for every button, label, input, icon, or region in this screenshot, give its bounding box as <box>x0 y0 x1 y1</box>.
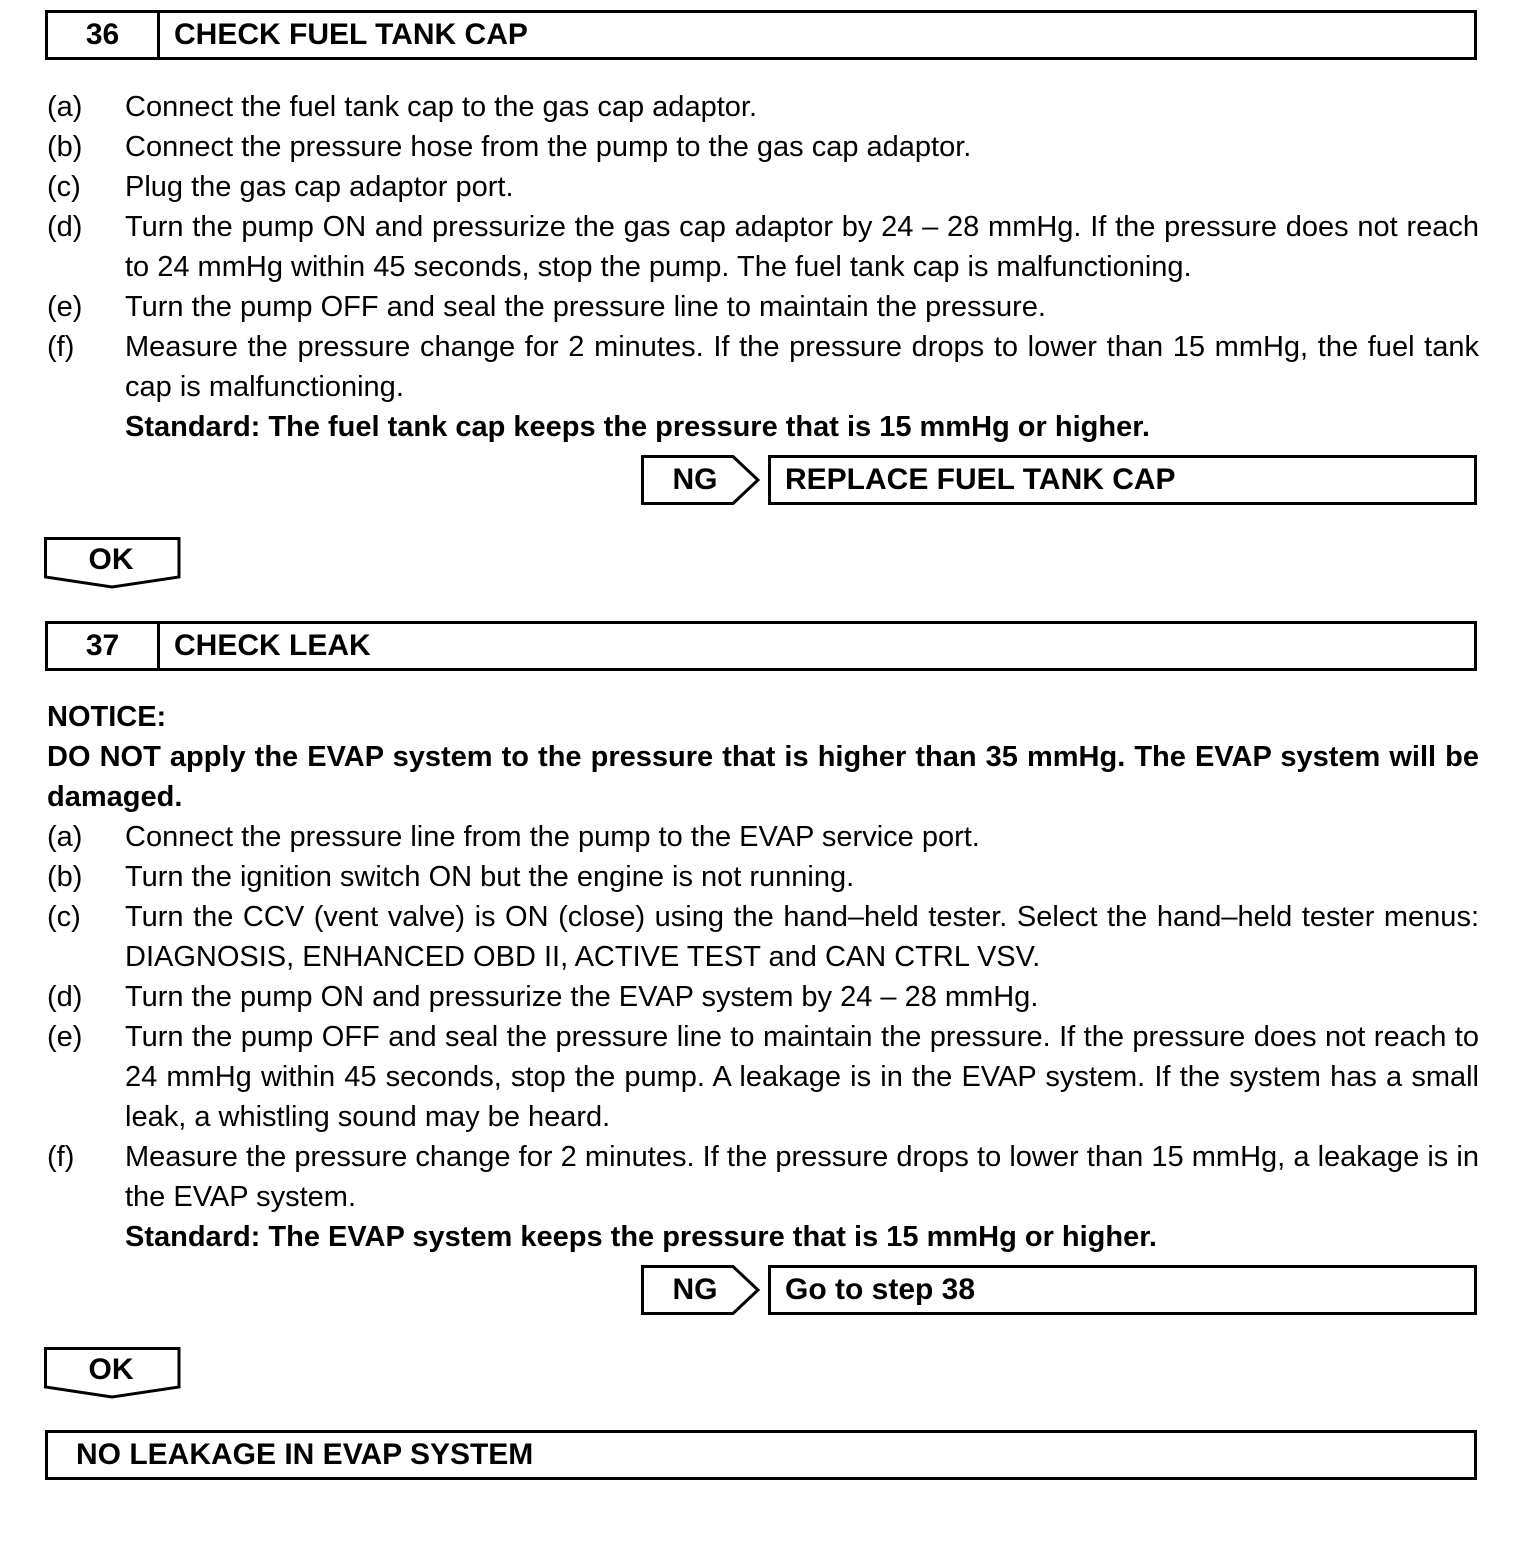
item-text: Connect the pressure hose from the pump to the gas cap adaptor. <box>125 131 972 163</box>
item-text: Measure the pressure change for 2 minutes. If the pressure drops to lower than 15 mmHg, a leakage is in the EVAP system. <box>125 1141 1479 1213</box>
step-number: 36 <box>48 13 160 57</box>
item-text: Measure the pressure change for 2 minutes. If the pressure drops to lower than 15 mmHg, the fuel tank cap is malfunctioning. <box>125 331 1479 403</box>
ok-branch-tab <box>44 1347 182 1399</box>
ng-action-box: Go to step 38 <box>768 1265 1477 1315</box>
ng-label: NG <box>672 1273 718 1306</box>
notice-text: DO NOT apply the EVAP system to the pressure that is higher than 35 mmHg. The EVAP system will be damaged. <box>47 741 1479 813</box>
item-label: (d) <box>47 211 83 243</box>
item-text: Turn the pump OFF and seal the pressure line to maintain the pressure. If the pressure does not reach to 24 mmHg within 45 seconds, stop the pump. A leakage is in the EVAP system. If the system has a small leak, a whistling sound may be heard. <box>125 1021 1479 1133</box>
result-box: NO LEAKAGE IN EVAP SYSTEM <box>45 1430 1477 1480</box>
item-text: Turn the CCV (vent valve) is ON (close) using the hand–held tester. Select the hand–held tester menus: DIAGNOSIS, ENHANCED OBD II, ACTIVE TEST and CAN CTRL VSV. <box>125 901 1479 973</box>
ng-action-box: REPLACE FUEL TANK CAP <box>768 455 1477 505</box>
item-text: Plug the gas cap adaptor port. <box>125 171 514 203</box>
item-text: Connect the pressure line from the pump to the EVAP service port. <box>125 821 980 853</box>
item-text: Turn the ignition switch ON but the engine is not running. <box>125 861 855 893</box>
list-item <box>47 977 1479 1017</box>
step-title: CHECK LEAK <box>174 629 371 662</box>
list-item <box>47 127 1479 167</box>
step-36-header <box>45 10 1477 60</box>
item-label: (c) <box>47 171 81 203</box>
ng-branch-arrow <box>641 1265 759 1315</box>
item-label: (e) <box>47 291 83 323</box>
step-37-header <box>45 621 1477 671</box>
ok-branch-tab <box>44 537 182 589</box>
notice-title: NOTICE: <box>47 701 167 733</box>
item-label: (f) <box>47 331 75 363</box>
item-label: (e) <box>47 1021 83 1053</box>
item-label: (d) <box>47 981 83 1013</box>
step-number: 37 <box>48 624 160 668</box>
list-item <box>47 857 1479 897</box>
ok-label: OK <box>88 1353 134 1386</box>
item-label: (f) <box>47 1141 75 1173</box>
list-item <box>47 817 1479 857</box>
list-item <box>47 167 1479 207</box>
item-label: (c) <box>47 901 81 933</box>
standard-text: Standard: The fuel tank cap keeps the pressure that is 15 mmHg or higher. <box>125 411 1150 443</box>
ng-branch-arrow <box>641 455 759 505</box>
item-label: (b) <box>47 131 83 163</box>
list-item <box>47 327 1479 407</box>
item-text: Turn the pump OFF and seal the pressure line to maintain the pressure. <box>125 291 1046 323</box>
item-text: Turn the pump ON and pressurize the EVAP system by 24 – 28 mmHg. <box>125 981 1039 1013</box>
standard-text: Standard: The EVAP system keeps the pressure that is 15 mmHg or higher. <box>125 1221 1157 1253</box>
step-title: CHECK FUEL TANK CAP <box>174 18 528 51</box>
list-item <box>47 287 1479 327</box>
list-item <box>47 897 1479 977</box>
item-text: Turn the pump ON and pressurize the gas cap adaptor by 24 – 28 mmHg. If the pressure does not reach to 24 mmHg within 45 seconds, stop the pump. The fuel tank cap is malfunctioning. <box>125 211 1479 283</box>
list-item <box>47 1137 1479 1217</box>
item-label: (b) <box>47 861 83 893</box>
ng-label: NG <box>672 463 718 496</box>
list-item <box>47 207 1479 287</box>
list-item <box>47 87 1479 127</box>
item-label: (a) <box>47 91 83 123</box>
ok-label: OK <box>88 543 134 576</box>
list-item <box>47 1017 1479 1137</box>
notice-block <box>47 697 1479 817</box>
item-text: Connect the fuel tank cap to the gas cap adaptor. <box>125 91 757 123</box>
item-label: (a) <box>47 821 83 853</box>
